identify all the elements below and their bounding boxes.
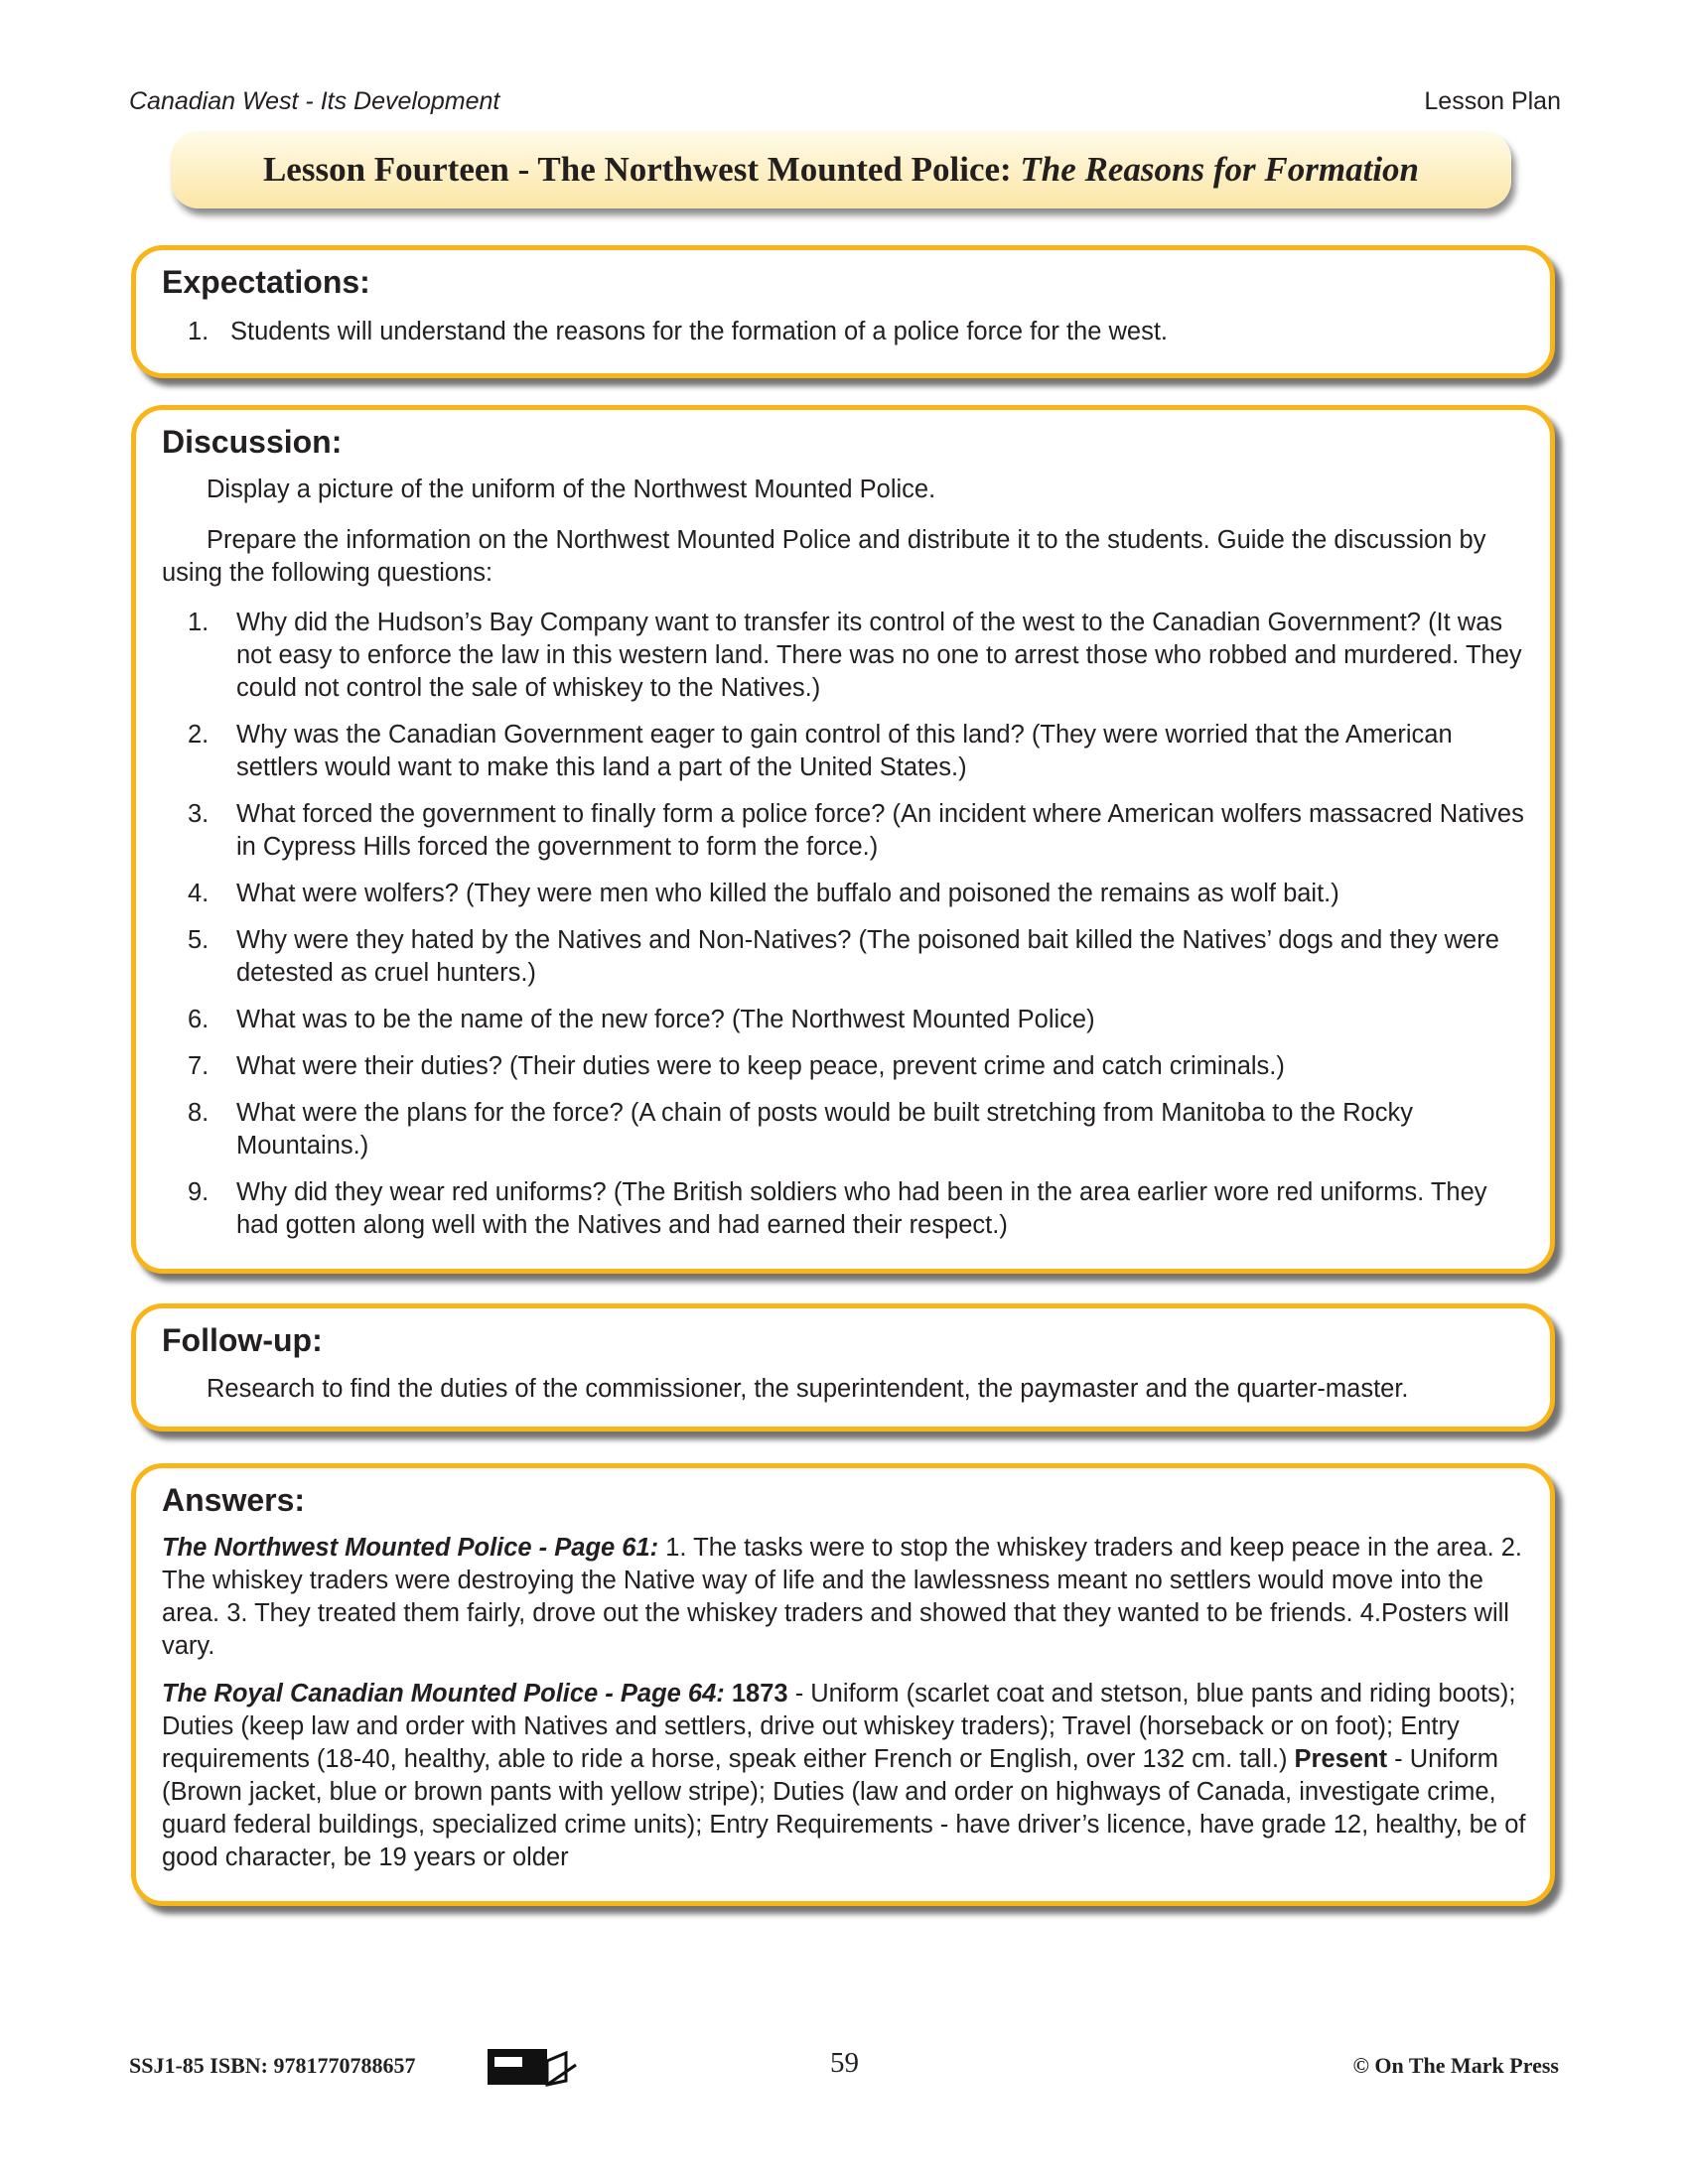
list-item [162, 878, 1526, 910]
expectations-list [162, 316, 1526, 348]
list-text: Why did they wear red uniforms? (The British soldiers who had been in the area earlier wore red uniforms. They had gotten along well with the Natives and had earned their respect.) [236, 1178, 1487, 1239]
answers-p2-text1: - Uniform (scarlet coat and stetson, blue pants and riding boots); Duties (keep law and order with Natives and settlers, drive out whiskey traders); Travel (horseback or on foot); Entry requirements (18-40, healthy, able to ride a horse, speak either French or English, over 132 cm. tall.) [162, 1680, 1516, 1773]
list-text: What were the plans for the force? (A chain of posts would be built stretching from Manitoba to the Rocky Mountains.) [236, 1099, 1413, 1160]
list-number: 4. [188, 880, 210, 907]
answers-paragraph-1 [162, 1532, 1526, 1663]
answers-box [131, 1463, 1555, 1906]
list-text: What was to be the name of the new force? (The Northwest Mounted Police) [236, 1006, 1095, 1033]
followup-box [131, 1303, 1555, 1432]
list-number: 2. [188, 721, 210, 749]
list-item [162, 798, 1526, 864]
list-number: 5. [188, 926, 210, 954]
answers-p1-text: 1. The tasks were to stop the whiskey traders and keep peace in the area. 2. The whiskey traders were destroying the Native way of life and the lawlessness meant no settlers would move into the area. 3. They treated them fairly, drove out the whiskey traders and showed that they wanted to be friends. 4.Posters will vary. [162, 1534, 1523, 1660]
discussion-box [131, 405, 1555, 1274]
section-label: Lesson Plan [1424, 87, 1561, 115]
answers-paragraph-2 [162, 1678, 1526, 1874]
page-number: 59 [830, 2047, 859, 2079]
lesson-title-main: Lesson Fourteen - The Northwest Mounted Police: [262, 150, 1012, 189]
list-text: What were wolfers? (They were men who killed the buffalo and poisoned the remains as wolf bait.) [236, 880, 1339, 907]
list-item [162, 1176, 1526, 1242]
list-number: 8. [188, 1099, 210, 1127]
list-item [162, 1097, 1526, 1162]
lesson-title [171, 131, 1511, 208]
list-item [162, 1004, 1526, 1036]
list-item [162, 316, 1526, 348]
book-title: Canadian West - Its Development [129, 87, 500, 115]
discussion-intro-2: Prepare the information on the Northwest Mounted Police and distribute it to the students. Guide the discussion by using the following questions: [162, 526, 1486, 587]
lesson-title-subtitle: The Reasons for Formation [1020, 150, 1420, 189]
discussion-questions [162, 607, 1526, 1242]
answers-p1-label: The Northwest Mounted Police - Page 61: [162, 1534, 659, 1562]
discussion-intro-1: Display a picture of the uniform of the Northwest Mounted Police. [207, 476, 936, 503]
list-number: 9. [188, 1178, 210, 1206]
followup-heading: Follow-up: [162, 1322, 323, 1358]
footer-copyright: © On The Mark Press [1352, 2053, 1559, 2078]
list-text: What forced the government to finally form a police force? (An incident where American wolfers massacred Natives in Cypress Hills forced the government to form the force.) [236, 800, 1524, 861]
list-text: Why was the Canadian Government eager to gain control of this land? (They were worried that the American settlers would want to make this land a part of the United States.) [236, 721, 1453, 781]
list-number: 7. [188, 1052, 210, 1080]
list-text: Students will understand the reasons for the formation of a police force for the west. [230, 318, 1169, 345]
list-item [162, 1050, 1526, 1083]
answers-p2-year: 1873 [731, 1680, 788, 1707]
answers-heading: Answers: [162, 1482, 306, 1518]
followup-text: Research to find the duties of the commissioner, the superintendent, the paymaster and the quarter-master. [207, 1375, 1409, 1403]
footer-isbn: SSJ1-85 ISBN: 9781770788657 [129, 2053, 416, 2078]
list-number: 1. [188, 318, 210, 345]
list-text: Why did the Hudson’s Bay Company want to transfer its control of the west to the Canadian Government? (It was not easy to enforce the law in this western land. There was no one to arrest those who robbed and murdered. They could not control the sale of whiskey to the Natives.) [236, 609, 1522, 702]
list-item [162, 607, 1526, 705]
list-text: Why were they hated by the Natives and Non-Natives? (The poisoned bait killed the Natives’ dogs and they were detested as cruel hunters.) [236, 926, 1499, 987]
list-number: 3. [188, 800, 210, 828]
discussion-heading: Discussion: [162, 424, 343, 460]
list-item [162, 719, 1526, 784]
list-item [162, 924, 1526, 990]
answers-p2-present: Present [1294, 1745, 1388, 1773]
answers-p2-text2: - Uniform (Brown jacket, blue or brown pants with yellow stripe); Duties (law and order on highways of Canada, investigate crime, guard federal buildings, specialized crime units); Entry Requirements - have driver’s licence, have grade 12, healthy, be of good character, be 19 years or older [162, 1745, 1526, 1871]
publisher-logo-icon [485, 2043, 584, 2093]
list-number: 6. [188, 1006, 210, 1033]
answers-p2-label: The Royal Canadian Mounted Police - Page 64: [162, 1680, 725, 1707]
expectations-heading: Expectations: [162, 264, 370, 300]
expectations-box [131, 245, 1555, 378]
list-text: What were their duties? (Their duties were to keep peace, prevent crime and catch criminals.) [236, 1052, 1285, 1080]
list-number: 1. [188, 609, 210, 636]
